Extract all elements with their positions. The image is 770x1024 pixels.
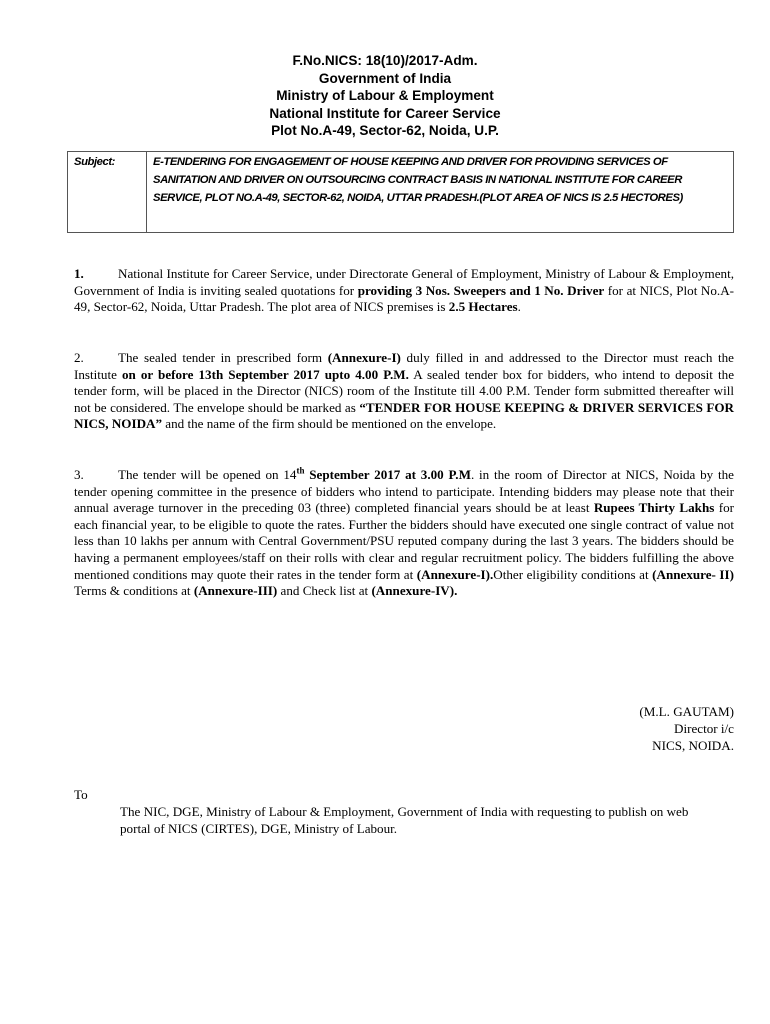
paragraph-3-bold-annexure-4: (Annexure-IV). bbox=[371, 583, 458, 599]
recipient-text: The NIC, DGE, Ministry of Labour & Employment, Government of India with requesting to publish on web portal of NICS (CIRTES), DGE, Ministry of Labour. bbox=[120, 804, 689, 836]
signatory-designation: Director i/c bbox=[674, 721, 734, 736]
paragraph-3-bold-turnover: Rupees Thirty Lakhs bbox=[593, 500, 715, 516]
paragraph-1-text-3: . bbox=[517, 299, 521, 315]
paragraph-3-bold-annexure-1: (Annexure-I). bbox=[416, 566, 494, 582]
paragraph-2-text: The sealed tender in prescribed form bbox=[118, 350, 328, 365]
paragraph-3-text-3: for each financial year, to be eligible to quote the rates. Further the bidders should have executed one single contract of value not less than 10 lakhs per annum with Central Government/PSU reputed company during the last 3 years. The bidders should be having a permanent employees/staff on their rolls with clear and regular recruitment policy. The bidders fulfilling the above mentioned conditions may quote their rates in the tender form at bbox=[74, 500, 734, 582]
signatory-name: (M.L. GAUTAM) bbox=[639, 704, 734, 719]
paragraph-3-bold-annexure-2: (Annexure- II) bbox=[652, 566, 734, 582]
paragraph-3-number: 3. bbox=[74, 467, 84, 482]
signature-block bbox=[639, 703, 734, 754]
to-label: To bbox=[74, 787, 88, 802]
paragraph-2-bold-deadline: on or before 13th September 2017 upto 4.00 P.M. bbox=[121, 366, 409, 382]
paragraph-3-text-6: and Check list at bbox=[277, 583, 372, 599]
paragraph-1 bbox=[74, 266, 734, 316]
paragraph-3-text-4: Other eligibility conditions at bbox=[493, 566, 653, 582]
paragraph-2-bold-envelope: “TENDER FOR HOUSE KEEPING & DRIVER SERVICES FOR NICS, NOIDA” bbox=[74, 399, 734, 432]
paragraph-2-number: 2. bbox=[74, 350, 84, 365]
paragraph-2-text-2: duly filled in and addressed to the Director must reach the Institute bbox=[74, 350, 734, 382]
paragraph-3-bold-annexure-3: (Annexure-III) bbox=[193, 583, 278, 599]
letter-header bbox=[0, 52, 770, 140]
paragraph-1-text-2: for at NICS, Plot No.A-49, Sector-62, Noida, Uttar Pradesh. The plot area of NICS premises is bbox=[74, 282, 735, 315]
government-name: Government of India bbox=[318, 70, 452, 86]
subject-text: E-TENDERING FOR ENGAGEMENT OF HOUSE KEEPING AND DRIVER FOR PROVIDING SERVICES OF SANITATION AND DRIVER ON OUTSOURCING CONTRACT BASIS IN NATIONAL INSTITUTE FOR CAREER SERVICE, PLOT NO.A-49, SECTOR-62, NOIDA, UTTAR PRADESH.(PLOT AREA OF NICS IS 2.5 HECTORES) bbox=[147, 152, 734, 233]
file-number: F.No.NICS: 18(10)/2017-Adm. bbox=[292, 53, 478, 68]
paragraph-3-text-5: Terms & conditions at bbox=[74, 583, 194, 599]
paragraph-3-text-2: . in the room of Director at NICS, Noida by the tender opening committee in the presence of bidders who intend to participate. Intending bidders may please note that their annual average turnover in the preceding 03 (three) completed financial years should be at least bbox=[74, 467, 734, 516]
paragraph-3-superscript: th bbox=[296, 465, 305, 476]
paragraph-2-text-3: A sealed tender box for bidders, who intend to deposit the tender form, will be placed in the Director (NICS) room of the Institute till 4.00 P.M. Tender form submitted thereafter will not be considered. The envelope should be marked as bbox=[74, 366, 734, 415]
paragraph-2 bbox=[74, 350, 734, 433]
institute-address: Plot No.A-49, Sector-62, Noida, U.P. bbox=[271, 123, 499, 138]
subject-label: Subject: bbox=[68, 152, 147, 233]
paragraph-2-bold-annexure: (Annexure-I) bbox=[327, 350, 401, 365]
paragraph-1-number: 1. bbox=[74, 266, 84, 281]
paragraph-3 bbox=[74, 467, 734, 600]
institute-name: National Institute for Career Service bbox=[269, 105, 501, 121]
paragraph-3-text: The tender will be opened on 14 bbox=[118, 467, 297, 482]
signatory-place: NICS, NOIDA. bbox=[652, 738, 734, 753]
paragraph-3-bold-date: September 2017 at 3.00 P.M bbox=[304, 467, 471, 482]
subject-box bbox=[67, 151, 734, 233]
ministry-name: Ministry of Labour & Employment bbox=[276, 88, 494, 103]
paragraph-2-text-4: and the name of the firm should be mentioned on the envelope. bbox=[162, 416, 497, 432]
paragraph-1-text: National Institute for Career Service, under Directorate General of Employment, Ministry of Labour & Employment, Government of India is inviting sealed quotations for bbox=[74, 266, 734, 298]
paragraph-1-bold-services: providing 3 Nos. Sweepers and 1 No. Driver bbox=[357, 282, 605, 298]
paragraph-1-bold-area: 2.5 Hectares bbox=[448, 299, 518, 315]
